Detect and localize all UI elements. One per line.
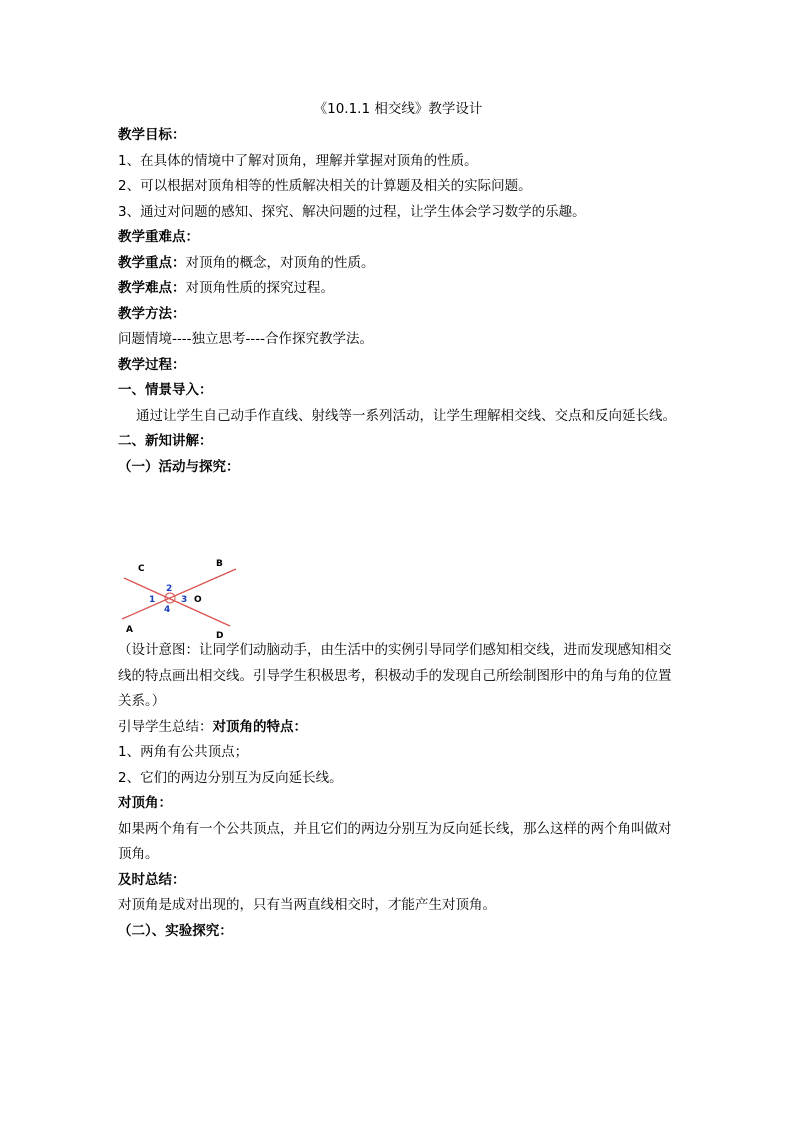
focus-label: 教学重点： — [118, 254, 186, 271]
figure-spacer — [118, 480, 678, 558]
section1-heading: 一、情景导入： — [118, 382, 213, 398]
label-c: C — [138, 564, 145, 574]
angle-label-1: 1 — [149, 595, 156, 605]
design-intent: （设计意图：让同学们动脑动手，由生活中的实例引导同学们感知相交线，进而发现感知相交线的特点画出相交线。引导学生积极思考，积极动手的发现自己所绘制图形中的角与角的位置关系。） — [118, 642, 672, 709]
label-b: B — [216, 559, 223, 569]
process-heading: 教学过程： — [118, 356, 186, 373]
difficulty-text: 对顶角性质的探究过程。 — [185, 280, 334, 296]
goal-item-2: 2、可以根据对顶角相等的性质解决相关的计算题及相关的实际问题。 — [118, 178, 532, 194]
method-heading: 教学方法： — [118, 305, 186, 322]
label-a: A — [126, 625, 133, 635]
definition-heading: 对顶角： — [118, 795, 172, 811]
goal-item-1: 1、在具体的情境中了解对顶角，理解并掌握对顶角的性质。 — [118, 152, 478, 169]
timely-summary-heading: 及时总结： — [118, 871, 186, 888]
sub2-heading: （二）、实验探究： — [118, 922, 233, 939]
summary-line — [118, 715, 678, 741]
document-title: 《10.1.1 相交线》教学设计 — [313, 101, 483, 117]
focus-line — [118, 251, 678, 277]
summary-bold: 对顶角的特点： — [212, 718, 307, 735]
key-points-heading: 教学重难点： — [118, 229, 199, 245]
feature-item-1: 1、两角有公共顶点； — [118, 744, 249, 760]
definition-text: 如果两个角有一个公共顶点，并且它们的两边分别互为反向延长线，那么这样的两个角叫做对顶角。 — [118, 820, 672, 862]
angle-label-3: 3 — [181, 595, 188, 605]
section1-text: 通过让学生自己动手作直线、射线等一系列活动，让学生理解相交线、交点和反向延长线。 — [136, 407, 676, 424]
document-page — [118, 98, 678, 944]
method-text: 问题情境----独立思考----合作探究教学法。 — [118, 331, 373, 347]
angle-label-4: 4 — [164, 605, 171, 615]
focus-text: 对顶角的概念，对顶角的性质。 — [185, 254, 375, 271]
intersecting-lines-figure — [118, 558, 248, 638]
line-cd — [124, 578, 230, 626]
sub1-heading: （一）活动与探究： — [118, 458, 240, 475]
section2-heading: 二、新知讲解： — [118, 433, 213, 449]
difficulty-line — [118, 276, 678, 302]
difficulty-label: 教学难点： — [118, 280, 186, 296]
timely-summary-text: 对顶角是成对出现的，只有当两直线相交时，才能产生对顶角。 — [118, 897, 496, 913]
feature-item-2: 2、它们的两边分别互为反向延长线。 — [118, 769, 343, 786]
angle-label-2: 2 — [166, 584, 173, 594]
summary-lead: 引导学生总结： — [118, 718, 213, 735]
intersecting-lines-svg — [118, 558, 248, 638]
label-d: D — [216, 631, 224, 638]
line-ab — [122, 569, 236, 619]
goal-item-3: 3、通过对问题的感知、探究、解决问题的过程，让学生体会学习数学的乐趣。 — [118, 203, 586, 220]
label-o: O — [194, 595, 202, 605]
goals-heading: 教学目标： — [118, 127, 186, 143]
